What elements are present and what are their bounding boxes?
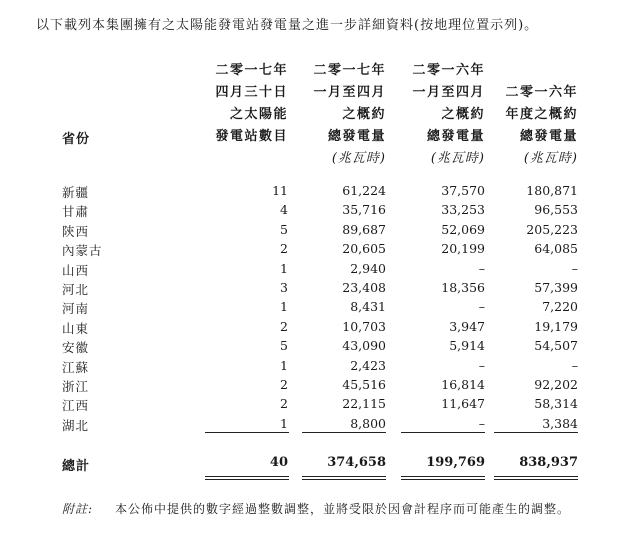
- gen2017-cell: 61,224: [342, 183, 386, 198]
- gen2017-cell: 2,940: [350, 260, 386, 276]
- gen2016-jan-apr-cell: –: [478, 357, 485, 373]
- table-row: [0, 202, 640, 221]
- total-rule: [205, 476, 289, 477]
- table-row: [0, 280, 640, 299]
- subtotal-rule: [494, 432, 578, 433]
- footnote-label: 附註:: [62, 502, 94, 516]
- header-col2-line: 二零一七年: [313, 63, 386, 78]
- gen2017-cell: 2,423: [350, 357, 386, 373]
- header-col3-line: 一月至四月: [412, 85, 485, 100]
- total-stations: 40: [269, 455, 288, 470]
- gen2016-jan-apr-cell: –: [478, 299, 485, 315]
- gen2016-jan-apr-cell: –: [478, 260, 485, 276]
- gen2016-jan-apr-cell: 33,253: [441, 202, 485, 218]
- header-col2-unit: (兆瓦時): [331, 151, 386, 166]
- table-row: [0, 338, 640, 357]
- gen2017-cell: 35,716: [342, 202, 386, 218]
- gen2016-year-cell: 7,220: [542, 299, 578, 315]
- province-cell: 山西: [62, 262, 90, 278]
- province-cell: 陝西: [62, 223, 90, 239]
- province-cell: 湖北: [62, 417, 90, 433]
- intro-text: 以下載列本集團擁有之太陽能發電站發電量之進一步詳細資料(按地理位置示列)。: [36, 18, 539, 33]
- gen2016-year-cell: 96,553: [534, 202, 578, 218]
- header-col1-line: 四月三十日: [215, 85, 288, 100]
- table-row: [0, 241, 640, 260]
- stations-cell: 11: [272, 183, 288, 198]
- total-gen2016-jan-apr: 199,769: [426, 455, 485, 470]
- gen2016-jan-apr-cell: 20,199: [441, 241, 485, 257]
- gen2016-year-cell: 19,179: [534, 318, 578, 334]
- gen2016-jan-apr-cell: 16,814: [441, 377, 485, 392]
- province-cell: 江西: [62, 398, 90, 414]
- subtotal-rule: [401, 432, 485, 433]
- header-col4: [488, 82, 578, 170]
- table-row: [0, 261, 640, 280]
- header-col4-line: 二零一六年: [505, 85, 578, 100]
- table-row: [0, 183, 640, 202]
- total-row: [0, 455, 640, 474]
- stations-cell: 1: [280, 260, 288, 276]
- stations-cell: 4: [280, 202, 288, 218]
- header-col1-line: 二零一七年: [215, 63, 288, 78]
- gen2016-jan-apr-cell: 5,914: [449, 338, 485, 354]
- footnote: [62, 500, 570, 517]
- province-cell: 江蘇: [62, 359, 90, 375]
- gen2016-jan-apr-cell: –: [478, 415, 485, 431]
- header-col1-line: 發電站數目: [215, 129, 288, 144]
- stations-cell: 1: [280, 357, 288, 373]
- header-col4-line: 總發電量: [519, 129, 578, 144]
- stations-cell: 2: [280, 241, 288, 257]
- total-rule: [401, 476, 485, 477]
- province-cell: 河北: [62, 282, 90, 297]
- stations-cell: 3: [280, 280, 288, 295]
- header-col1-line: 之太陽能: [229, 107, 288, 122]
- total-rule: [302, 476, 386, 477]
- total-gen2017: 374,658: [327, 455, 386, 470]
- footnote-text: 本公佈中提供的數字經過整數調整，並將受限於因會計程序而可能產生的調整。: [115, 502, 571, 516]
- total-rule: [401, 479, 485, 480]
- province-cell: 安徽: [62, 340, 90, 356]
- gen2016-year-cell: 3,384: [542, 415, 578, 431]
- stations-cell: 2: [280, 377, 288, 392]
- gen2016-jan-apr-cell: 18,356: [441, 280, 485, 295]
- stations-cell: 1: [280, 299, 288, 315]
- table-row: [0, 319, 640, 338]
- table-row: [0, 358, 640, 377]
- total-rule: [302, 479, 386, 480]
- province-cell: 新疆: [62, 185, 90, 200]
- gen2016-year-cell: 54,507: [534, 338, 578, 354]
- total-gen2016-year: 838,937: [519, 455, 578, 470]
- gen2016-year-cell: 58,314: [534, 396, 578, 412]
- header-province: 省份: [62, 132, 91, 147]
- gen2016-jan-apr-cell: 3,947: [449, 318, 485, 334]
- table-row: [0, 377, 640, 396]
- gen2017-cell: 43,090: [342, 338, 386, 354]
- header-col2: [296, 60, 386, 170]
- gen2016-year-cell: 180,871: [526, 183, 578, 198]
- gen2017-cell: 10,703: [342, 318, 386, 334]
- province-cell: 內蒙古: [62, 243, 103, 259]
- stations-cell: 1: [280, 415, 288, 431]
- gen2016-jan-apr-cell: 11,647: [441, 396, 485, 412]
- stations-cell: 5: [280, 338, 288, 354]
- gen2016-year-cell: –: [571, 260, 578, 276]
- gen2016-year-cell: 57,399: [534, 280, 578, 295]
- header-col2-line: 總發電量: [327, 129, 386, 144]
- gen2017-cell: 22,115: [342, 396, 386, 412]
- province-cell: 甘肅: [62, 204, 90, 220]
- table-row: [0, 299, 640, 318]
- header-col2-line: 之概約: [342, 107, 386, 122]
- gen2017-cell: 20,605: [342, 241, 386, 257]
- header-col1: [198, 60, 288, 148]
- stations-cell: 2: [280, 318, 288, 334]
- gen2017-cell: 23,408: [342, 280, 386, 295]
- gen2016-year-cell: 92,202: [534, 377, 578, 392]
- gen2016-year-cell: 205,223: [526, 221, 578, 237]
- gen2016-jan-apr-cell: 52,069: [441, 221, 485, 237]
- total-rule: [494, 479, 578, 480]
- gen2016-year-cell: –: [571, 357, 578, 373]
- header-col4-line: 年度之概約: [505, 107, 578, 122]
- province-cell: 山東: [62, 320, 90, 336]
- gen2017-cell: 8,800: [350, 415, 386, 431]
- gen2017-cell: 89,687: [342, 221, 386, 237]
- subtotal-rule: [302, 432, 386, 433]
- header-col2-line: 一月至四月: [313, 85, 386, 100]
- header-col3: [395, 60, 485, 170]
- total-label: 總計: [62, 459, 91, 474]
- header-col4-unit: (兆瓦時): [523, 151, 578, 166]
- header-col3-line: 二零一六年: [412, 63, 485, 78]
- province-cell: 浙江: [62, 379, 90, 394]
- gen2016-jan-apr-cell: 37,570: [441, 183, 485, 198]
- header-col3-unit: (兆瓦時): [430, 151, 485, 166]
- gen2017-cell: 8,431: [350, 299, 386, 315]
- table-row: [0, 396, 640, 415]
- total-rule: [205, 479, 289, 480]
- subtotal-rule: [205, 432, 289, 433]
- stations-cell: 5: [280, 221, 288, 237]
- table-row: [0, 222, 640, 241]
- header-col3-line: 總發電量: [426, 129, 485, 144]
- gen2017-cell: 45,516: [342, 377, 386, 392]
- total-rule: [494, 476, 578, 477]
- province-cell: 河南: [62, 301, 90, 317]
- stations-cell: 2: [280, 396, 288, 412]
- header-col3-line: 之概約: [441, 107, 485, 122]
- gen2016-year-cell: 64,085: [534, 241, 578, 257]
